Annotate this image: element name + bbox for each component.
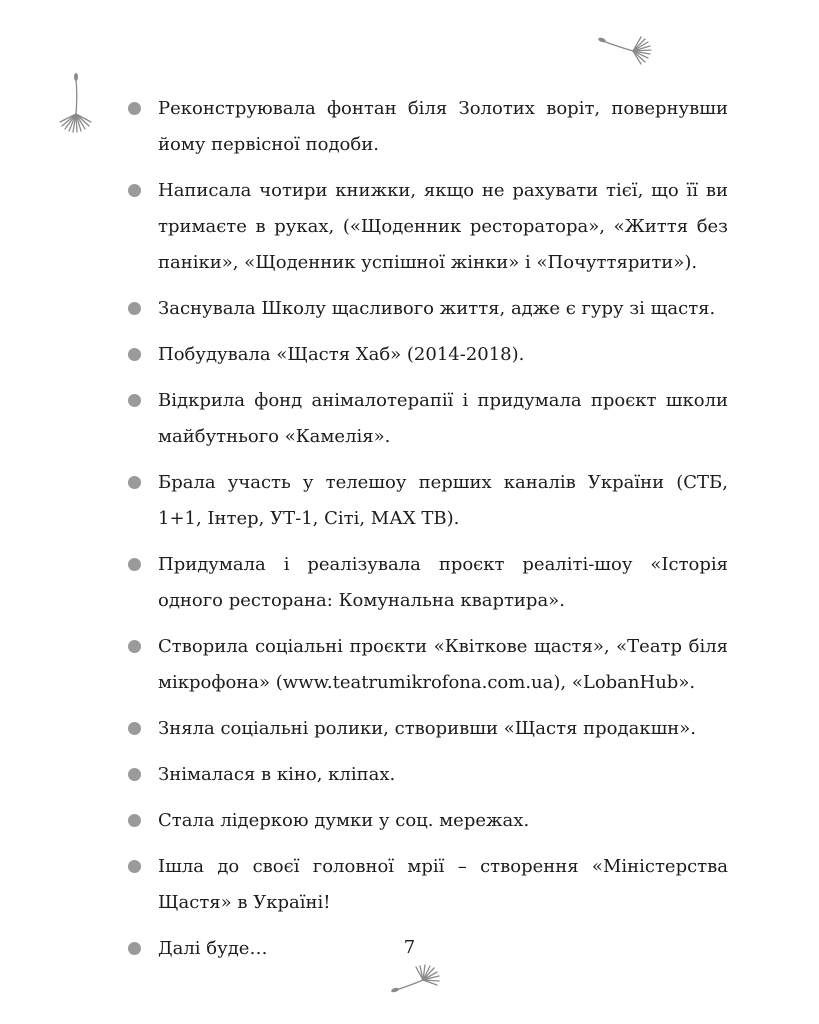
list-item — [128, 383, 728, 455]
dandelion-seed-icon — [597, 33, 653, 67]
bullet-icon — [128, 302, 141, 315]
list-item — [128, 629, 728, 701]
bullet-icon — [128, 184, 141, 197]
list-item-text: Заснувала Школу щасливого життя, адже є гуру зі щастя. — [158, 298, 716, 319]
bullet-icon — [128, 558, 141, 571]
list-item-text: Зняла соціальні ролики, створивши «Щастя продакшн». — [158, 718, 697, 739]
list-item — [128, 337, 728, 373]
list-item-text: Стала лідеркою думки у соц. мережах. — [158, 810, 530, 831]
bullet-icon — [128, 640, 141, 653]
list-item — [128, 803, 728, 839]
bullet-icon — [128, 394, 141, 407]
list-item-text: Брала участь у телешоу перших каналів України (СТБ, 1+1, Інтер, УТ-1, Сіті, МАХ ТВ). — [158, 472, 728, 529]
list-item-text: Далі буде… — [158, 938, 268, 959]
bullet-icon — [128, 860, 141, 873]
dandelion-seed-icon — [56, 72, 96, 134]
list-item-text: Побудувала «Щастя Хаб» (2014-2018). — [158, 344, 525, 365]
list-item — [128, 291, 728, 327]
dandelion-seed-icon — [390, 962, 442, 996]
list-item — [128, 757, 728, 793]
list-item — [128, 465, 728, 537]
bullet-icon — [128, 348, 141, 361]
list-item — [128, 711, 728, 747]
list-item-text: Реконструювала фонтан біля Золотих воріт, повернувши йому первісної подоби. — [158, 98, 728, 155]
bullet-icon — [128, 768, 141, 781]
list-item-text: Знімалася в кіно, кліпах. — [158, 764, 396, 785]
achievements-list — [128, 91, 728, 977]
list-item — [128, 173, 728, 281]
list-item — [128, 547, 728, 619]
list-item-text: Відкрила фонд анімалотерапії і придумала проєкт школи майбутнього «Камелія». — [158, 390, 728, 447]
list-item — [128, 91, 728, 163]
bullet-icon — [128, 476, 141, 489]
page-number: 7 — [403, 937, 416, 958]
list-item-text: Ішла до своєї головної мрії – створення «Міністерства Щастя» в Україні! — [158, 856, 728, 913]
list-item-text: Створила соціальні проєкти «Квіткове щастя», «Театр біля мікрофона» (www.teatrumikrofona.com.ua), «LobanHub». — [158, 636, 728, 693]
bullet-icon — [128, 102, 141, 115]
bullet-icon — [128, 722, 141, 735]
list-item-text: Придумала і реалізувала проєкт реаліті-шоу «Історія одного ресторана: Комунальна квартира». — [158, 554, 728, 611]
bullet-icon — [128, 814, 141, 827]
list-item-text: Написала чотири книжки, якщо не рахувати тієї, що її ви тримаєте в руках, («Щоденник ресторатора», «Життя без паніки», «Щоденник успішної жінки» і «Почуттярити»). — [158, 180, 728, 273]
list-item — [128, 849, 728, 921]
